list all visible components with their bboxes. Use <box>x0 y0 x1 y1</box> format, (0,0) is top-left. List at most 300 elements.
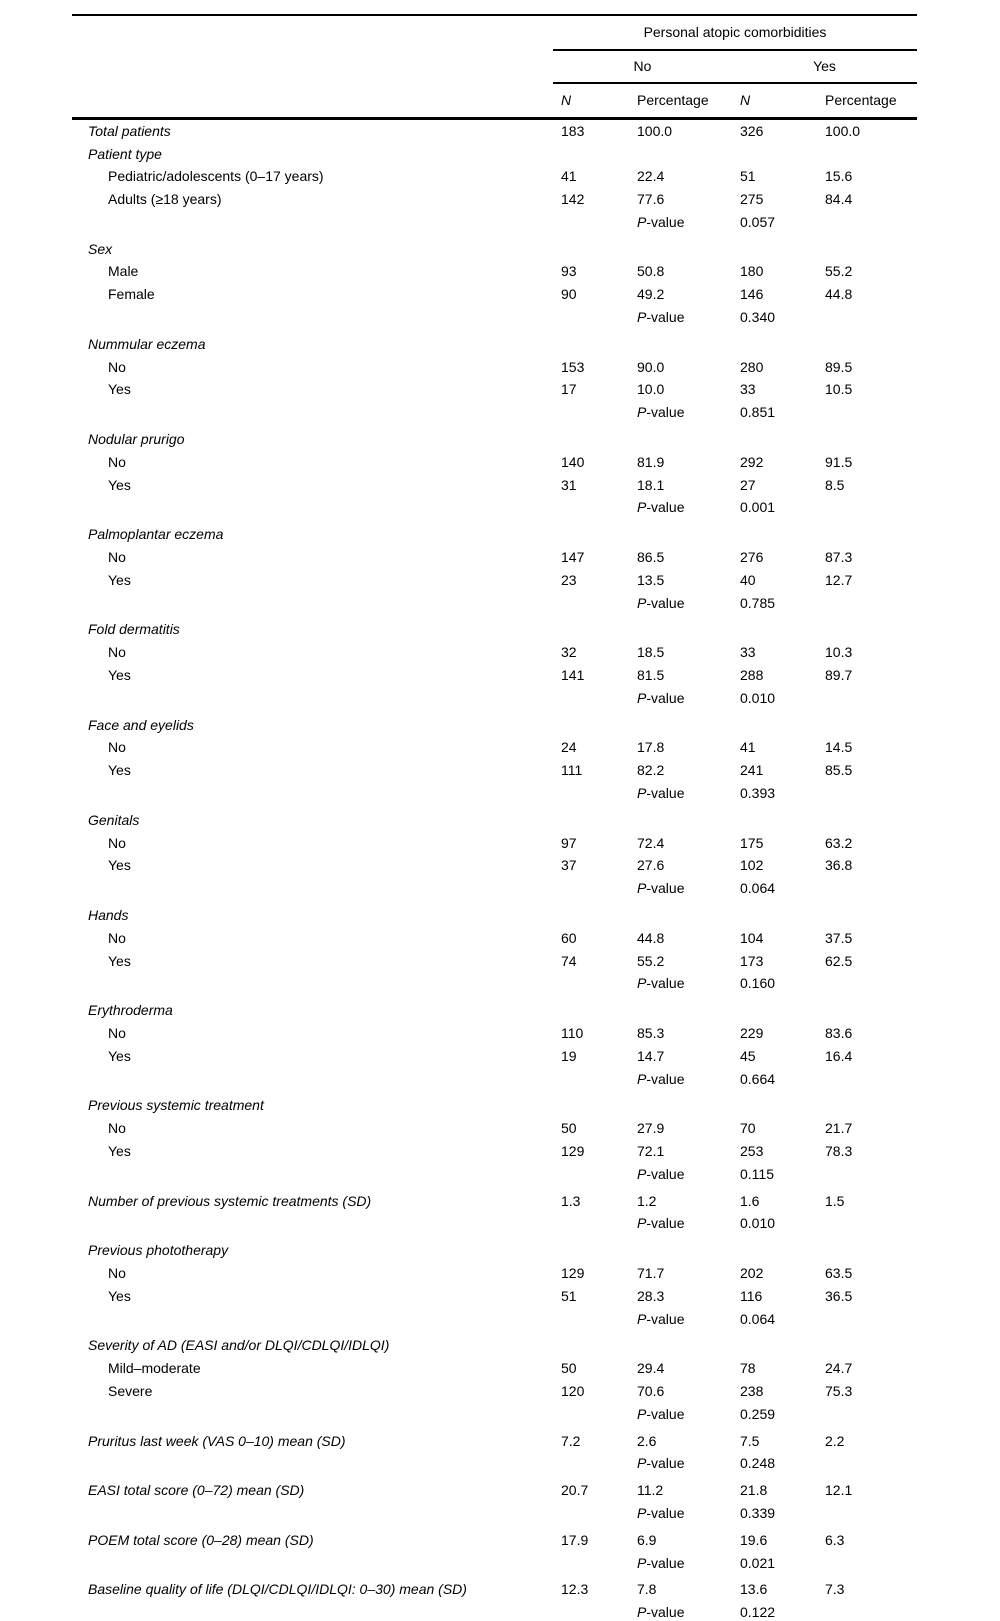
p-label-italic: P <box>637 689 647 706</box>
table-row-item <box>72 188 917 211</box>
table-row-section <box>72 805 917 832</box>
cell-n-yes: 40 <box>740 571 756 588</box>
cell-n-yes: 146 <box>740 286 764 303</box>
cell-empty <box>553 1601 629 1621</box>
cell-pct-yes: 6.3 <box>825 1531 845 1548</box>
cell-n-yes <box>732 995 817 1022</box>
cell-pct-no <box>629 143 732 166</box>
cell-n-yes: 78 <box>740 1360 756 1377</box>
cell-empty <box>553 1453 629 1476</box>
table-row-item <box>72 474 917 497</box>
table-row-pvalue <box>72 211 917 234</box>
cell-n-yes <box>732 1235 817 1262</box>
cell-empty <box>817 1308 917 1331</box>
cell-n-no <box>553 329 629 356</box>
cell-n-yes <box>732 234 817 261</box>
cell-pct-no: 2.6 <box>637 1432 657 1449</box>
cell-pct-no: 72.1 <box>637 1142 665 1159</box>
table-row-item <box>72 379 917 402</box>
table-row-pvalue <box>72 1502 917 1525</box>
col-header-percentage-yes: Percentage <box>817 83 917 119</box>
cell-pct-yes <box>817 1235 917 1262</box>
p-label-italic: P <box>637 594 647 611</box>
p-label-italic: P <box>637 1504 647 1521</box>
row-label: Face and eyelids <box>88 716 194 733</box>
row-label: Genitals <box>88 811 140 828</box>
p-label-rest: -value <box>646 975 685 992</box>
cell-empty <box>817 1403 917 1426</box>
p-value: 0.785 <box>740 594 776 611</box>
table-row-item <box>72 1262 917 1285</box>
cell-empty <box>817 1213 917 1236</box>
p-label-italic: P <box>637 309 647 326</box>
cell-empty <box>817 306 917 329</box>
row-label: Yes <box>108 1287 131 1304</box>
row-label: Pediatric/adolescents (0–17 years) <box>108 168 324 185</box>
row-label: No <box>108 1024 126 1041</box>
table-row-pvalue <box>72 1601 917 1621</box>
cell-pct-yes: 1.5 <box>825 1192 845 1209</box>
cell-n-no: 129 <box>561 1264 585 1281</box>
cell-empty <box>817 1502 917 1525</box>
cell-pct-yes: 55.2 <box>825 263 853 280</box>
row-label <box>72 211 553 234</box>
row-label: Yes <box>108 476 131 493</box>
cell-pct-yes: 21.7 <box>825 1120 853 1137</box>
row-label: Patient type <box>88 145 162 162</box>
table-row-item <box>72 451 917 474</box>
p-label-italic: P <box>637 499 647 516</box>
row-label: Hands <box>88 907 129 923</box>
p-label <box>629 973 732 996</box>
cell-pct-yes: 89.7 <box>825 667 853 684</box>
cell-n-yes: 41 <box>740 739 756 756</box>
row-label: No <box>108 929 126 946</box>
cell-pct-yes: 12.1 <box>825 1482 853 1499</box>
table-row-item <box>72 737 917 760</box>
cell-pct-yes <box>817 615 917 642</box>
cell-n-yes: 173 <box>740 952 764 969</box>
table-body <box>72 119 917 1621</box>
p-label-italic: P <box>637 1604 647 1621</box>
cell-n-yes: 229 <box>740 1024 764 1041</box>
cell-pct-yes: 84.4 <box>825 191 853 208</box>
p-value: 0.064 <box>740 1310 776 1327</box>
table-row-pvalue <box>72 782 917 805</box>
cell-pct-no: 50.8 <box>637 263 665 280</box>
cell-pct-no <box>629 995 732 1022</box>
row-label <box>72 973 553 996</box>
cell-pct-yes: 37.5 <box>825 929 853 946</box>
cell-pct-yes: 75.3 <box>825 1382 853 1399</box>
cell-pct-yes: 87.3 <box>825 549 853 566</box>
row-label <box>72 1552 553 1575</box>
table-row-item <box>72 284 917 307</box>
row-label: Previous systemic treatment <box>88 1097 264 1114</box>
table-row-item <box>72 1022 917 1045</box>
row-label: Erythroderma <box>88 1002 173 1019</box>
cell-pct-yes: 12.7 <box>825 571 853 588</box>
cell-n-yes <box>732 615 817 642</box>
cell-pct-yes <box>817 234 917 261</box>
table-row-pvalue <box>72 402 917 425</box>
p-label-rest: -value <box>646 499 685 516</box>
cell-n-yes: 19.6 <box>740 1531 768 1548</box>
cell-pct-no <box>629 1331 732 1358</box>
cell-empty <box>553 973 629 996</box>
p-value: 0.259 <box>740 1405 776 1422</box>
row-label: No <box>108 644 126 661</box>
p-label-rest: -value <box>646 213 685 230</box>
row-label: Yes <box>108 857 131 874</box>
header-empty-cell <box>72 83 553 119</box>
cell-n-yes: 202 <box>740 1264 764 1281</box>
p-label <box>629 1213 732 1236</box>
cell-pct-no: 27.6 <box>637 857 665 874</box>
cell-empty <box>817 782 917 805</box>
table-row-section <box>72 520 917 547</box>
row-label <box>72 782 553 805</box>
row-label: Male <box>108 263 139 280</box>
cell-empty <box>553 1308 629 1331</box>
row-label <box>72 497 553 520</box>
p-value: 0.010 <box>740 689 776 706</box>
cell-pct-no: 72.4 <box>637 834 665 851</box>
cell-n-no <box>553 710 629 737</box>
cell-n-no: 41 <box>561 168 577 185</box>
cell-pct-no: 1.2 <box>637 1192 657 1209</box>
p-label-rest: -value <box>646 785 685 802</box>
p-label-italic: P <box>637 1554 647 1571</box>
cell-n-no: 110 <box>561 1024 584 1041</box>
table-row-item <box>72 1357 917 1380</box>
cell-n-yes: 102 <box>740 857 764 874</box>
cell-empty <box>817 1163 917 1186</box>
p-label <box>629 1068 732 1091</box>
cell-n-yes <box>732 520 817 547</box>
row-label: Pruritus last week (VAS 0–10) mean (SD) <box>88 1432 346 1449</box>
cell-pct-yes <box>817 329 917 356</box>
cell-n-no <box>553 1235 629 1262</box>
cell-n-yes: 7.5 <box>740 1432 760 1449</box>
cell-pct-no: 55.2 <box>637 952 665 969</box>
cell-empty <box>553 782 629 805</box>
cell-empty <box>817 973 917 996</box>
row-label: Sex <box>88 240 113 257</box>
cell-empty <box>817 878 917 901</box>
header-row-spanner <box>72 15 917 50</box>
p-label-italic: P <box>637 1070 647 1087</box>
row-label: Yes <box>108 762 131 779</box>
p-value: 0.021 <box>740 1554 776 1571</box>
cell-empty <box>553 1163 629 1186</box>
cell-n-no: 129 <box>561 1142 585 1159</box>
p-label <box>629 1403 732 1426</box>
cell-n-yes: 276 <box>740 549 764 566</box>
cell-pct-no: 14.7 <box>637 1047 665 1064</box>
row-label <box>72 1308 553 1331</box>
cell-pct-no: 77.6 <box>637 191 665 208</box>
col-header-percentage-no: Percentage <box>629 83 732 119</box>
cell-pct-no: 18.5 <box>637 644 665 661</box>
row-label: No <box>108 453 126 470</box>
row-label: Palmoplantar eczema <box>88 526 224 543</box>
p-label <box>629 211 732 234</box>
cell-n-no <box>553 1091 629 1118</box>
row-label: Mild–moderate <box>108 1360 201 1377</box>
cell-n-no: 111 <box>561 762 583 779</box>
row-label <box>72 592 553 615</box>
p-value: 0.001 <box>740 499 776 516</box>
cell-pct-no: 27.9 <box>637 1120 665 1137</box>
p-label <box>629 306 732 329</box>
cell-empty <box>817 592 917 615</box>
p-label-rest: -value <box>646 1215 685 1232</box>
cell-empty <box>817 1601 917 1621</box>
cell-n-no: 19 <box>561 1047 577 1064</box>
table-row-pvalue <box>72 592 917 615</box>
cell-pct-no: 7.8 <box>637 1581 657 1598</box>
cell-n-no: 31 <box>561 476 577 493</box>
cell-pct-no <box>629 234 732 261</box>
cell-pct-no <box>629 1091 732 1118</box>
p-label <box>629 782 732 805</box>
cell-n-yes: 33 <box>740 644 756 661</box>
cell-pct-yes <box>817 1331 917 1358</box>
cell-n-no: 50 <box>561 1360 577 1377</box>
table-row-item <box>72 1380 917 1403</box>
table-row-section <box>72 900 917 927</box>
cell-empty <box>553 687 629 710</box>
cell-pct-yes <box>817 900 917 927</box>
cell-pct-yes <box>817 1091 917 1118</box>
table-row-item <box>72 832 917 855</box>
table-row-stat <box>72 1426 917 1453</box>
table-row-item <box>72 356 917 379</box>
table-row-pvalue <box>72 1453 917 1476</box>
cell-n-no: 1.3 <box>561 1192 581 1209</box>
table-row-section <box>72 329 917 356</box>
cell-pct-yes: 85.5 <box>825 762 853 779</box>
table-row-item <box>72 950 917 973</box>
cell-pct-yes: 91.5 <box>825 453 853 470</box>
cell-empty <box>817 1453 917 1476</box>
table-row-item <box>72 927 917 950</box>
row-label: EASI total score (0–72) mean (SD) <box>88 1482 305 1499</box>
cell-n-no: 32 <box>561 644 577 661</box>
cell-pct-no: 49.2 <box>637 286 665 303</box>
cell-pct-yes: 16.4 <box>825 1047 853 1064</box>
cell-empty <box>553 1502 629 1525</box>
row-label: Adults (≥18 years) <box>108 191 222 208</box>
row-label: Severity of AD (EASI and/or DLQI/CDLQI/IDLQI) <box>88 1337 390 1354</box>
table-row-item <box>72 569 917 592</box>
p-value: 0.057 <box>740 213 776 230</box>
cell-n-yes <box>732 805 817 832</box>
table-row-stat <box>72 1186 917 1213</box>
p-label-italic: P <box>637 1405 647 1422</box>
cell-empty <box>553 306 629 329</box>
cell-n-no <box>553 615 629 642</box>
table-row-pvalue <box>72 973 917 996</box>
p-label-rest: -value <box>646 309 685 326</box>
row-label <box>72 687 553 710</box>
cell-pct-yes: 62.5 <box>825 952 853 969</box>
table-row-section <box>72 995 917 1022</box>
row-label: No <box>108 1120 126 1137</box>
cell-n-no: 51 <box>561 1287 577 1304</box>
cell-n-yes: 51 <box>740 168 756 185</box>
cell-pct-no: 18.1 <box>637 476 665 493</box>
table-row-item <box>72 760 917 783</box>
p-value: 0.340 <box>740 309 776 326</box>
cell-n-no: 93 <box>561 263 577 280</box>
row-label: No <box>108 549 126 566</box>
table-row-stat <box>72 1525 917 1552</box>
cell-pct-yes: 83.6 <box>825 1024 853 1041</box>
cell-n-yes: 33 <box>740 381 756 398</box>
row-label <box>72 1068 553 1091</box>
cell-pct-yes: 7.3 <box>825 1581 845 1598</box>
row-label: Baseline quality of life (DLQI/CDLQI/IDLQI: 0–30) mean (SD) <box>88 1581 467 1598</box>
p-label-italic: P <box>637 404 647 421</box>
cell-pct-yes: 36.5 <box>825 1287 853 1304</box>
cell-pct-yes: 24.7 <box>825 1360 853 1377</box>
cell-pct-yes <box>817 143 917 166</box>
row-label: Yes <box>108 1047 131 1064</box>
cell-n-no <box>553 234 629 261</box>
cell-n-yes: 253 <box>740 1142 764 1159</box>
cell-pct-yes: 100.0 <box>825 122 861 139</box>
p-label-rest: -value <box>646 1165 685 1182</box>
table-row-item <box>72 855 917 878</box>
header-row-columns <box>72 83 917 119</box>
cell-n-yes <box>732 710 817 737</box>
cell-pct-yes: 44.8 <box>825 286 853 303</box>
cell-empty <box>817 687 917 710</box>
p-label <box>629 1163 732 1186</box>
p-value: 0.115 <box>740 1165 774 1182</box>
cell-pct-no: 22.4 <box>637 168 665 185</box>
p-label <box>629 1601 732 1621</box>
cell-empty <box>817 402 917 425</box>
cell-n-no <box>553 143 629 166</box>
table-row-pvalue <box>72 687 917 710</box>
cell-n-yes: 275 <box>740 191 764 208</box>
p-value: 0.248 <box>740 1455 776 1472</box>
cell-n-no: 140 <box>561 453 585 470</box>
cell-n-yes: 280 <box>740 358 764 375</box>
cell-pct-no: 44.8 <box>637 929 665 946</box>
p-label <box>629 878 732 901</box>
cell-n-no: 183 <box>561 122 585 139</box>
cell-empty <box>817 1552 917 1575</box>
p-value: 0.339 <box>740 1504 776 1521</box>
table-row-item <box>72 166 917 189</box>
cell-n-no <box>553 1331 629 1358</box>
cell-n-no: 141 <box>561 667 585 684</box>
cell-pct-no <box>629 615 732 642</box>
cell-empty <box>817 497 917 520</box>
cell-n-no: 153 <box>561 358 585 375</box>
cell-n-yes: 104 <box>740 929 764 946</box>
table-row-stat <box>72 1575 917 1602</box>
cell-empty <box>553 211 629 234</box>
cell-pct-no: 13.5 <box>637 571 665 588</box>
row-label: POEM total score (0–28) mean (SD) <box>88 1531 314 1548</box>
cell-n-yes: 175 <box>740 834 764 851</box>
row-label: Yes <box>108 667 131 684</box>
row-label: Total patients <box>88 122 171 139</box>
col-header-n-yes: N <box>732 83 817 119</box>
cell-n-no: 142 <box>561 191 585 208</box>
table-row-item <box>72 1285 917 1308</box>
table-row-pvalue <box>72 1552 917 1575</box>
cell-pct-no: 17.8 <box>637 739 665 756</box>
cell-n-yes: 180 <box>740 263 764 280</box>
p-label-rest: -value <box>646 1455 685 1472</box>
cell-pct-no <box>629 900 732 927</box>
table-row-pvalue <box>72 497 917 520</box>
row-label <box>72 1213 553 1236</box>
col-header-n-no: N <box>553 83 629 119</box>
table-row-item <box>72 261 917 284</box>
header-empty-cell <box>72 15 553 50</box>
table-row-item <box>72 642 917 665</box>
cell-pct-no: 81.9 <box>637 453 665 470</box>
p-label <box>629 1502 732 1525</box>
cell-n-no: 74 <box>561 952 577 969</box>
p-value: 0.010 <box>740 1215 776 1232</box>
p-label <box>629 402 732 425</box>
table-row-section <box>72 615 917 642</box>
p-value: 0.122 <box>740 1604 776 1621</box>
cell-pct-no: 82.2 <box>637 762 665 779</box>
p-label-rest: -value <box>646 1405 685 1422</box>
cell-pct-no: 81.5 <box>637 667 665 684</box>
cell-n-no <box>553 520 629 547</box>
p-label <box>629 1453 732 1476</box>
cell-pct-yes: 36.8 <box>825 857 853 874</box>
cell-n-yes: 1.6 <box>740 1192 760 1209</box>
row-label: Yes <box>108 571 131 588</box>
p-label-italic: P <box>637 975 647 992</box>
cell-n-no: 60 <box>561 929 577 946</box>
cell-pct-no: 86.5 <box>637 549 665 566</box>
cell-n-no: 50 <box>561 1120 577 1137</box>
p-label-rest: -value <box>646 594 685 611</box>
cell-n-no <box>553 805 629 832</box>
cell-pct-no <box>629 805 732 832</box>
table-row-item <box>72 546 917 569</box>
cell-n-no: 120 <box>561 1382 585 1399</box>
cell-n-yes <box>732 1331 817 1358</box>
p-label-rest: -value <box>646 689 685 706</box>
header-row-groups <box>72 50 917 83</box>
cell-empty <box>553 497 629 520</box>
cell-empty <box>553 592 629 615</box>
p-label-italic: P <box>637 1310 647 1327</box>
row-label: Female <box>108 286 155 303</box>
row-label: No <box>108 739 126 756</box>
table-row-pvalue <box>72 1163 917 1186</box>
group-header-no: No <box>553 50 732 83</box>
p-label-italic: P <box>637 1455 647 1472</box>
cell-n-no <box>553 900 629 927</box>
p-label-italic: P <box>637 1165 647 1182</box>
cell-pct-no: 85.3 <box>637 1024 665 1041</box>
table-row-section <box>72 143 917 166</box>
